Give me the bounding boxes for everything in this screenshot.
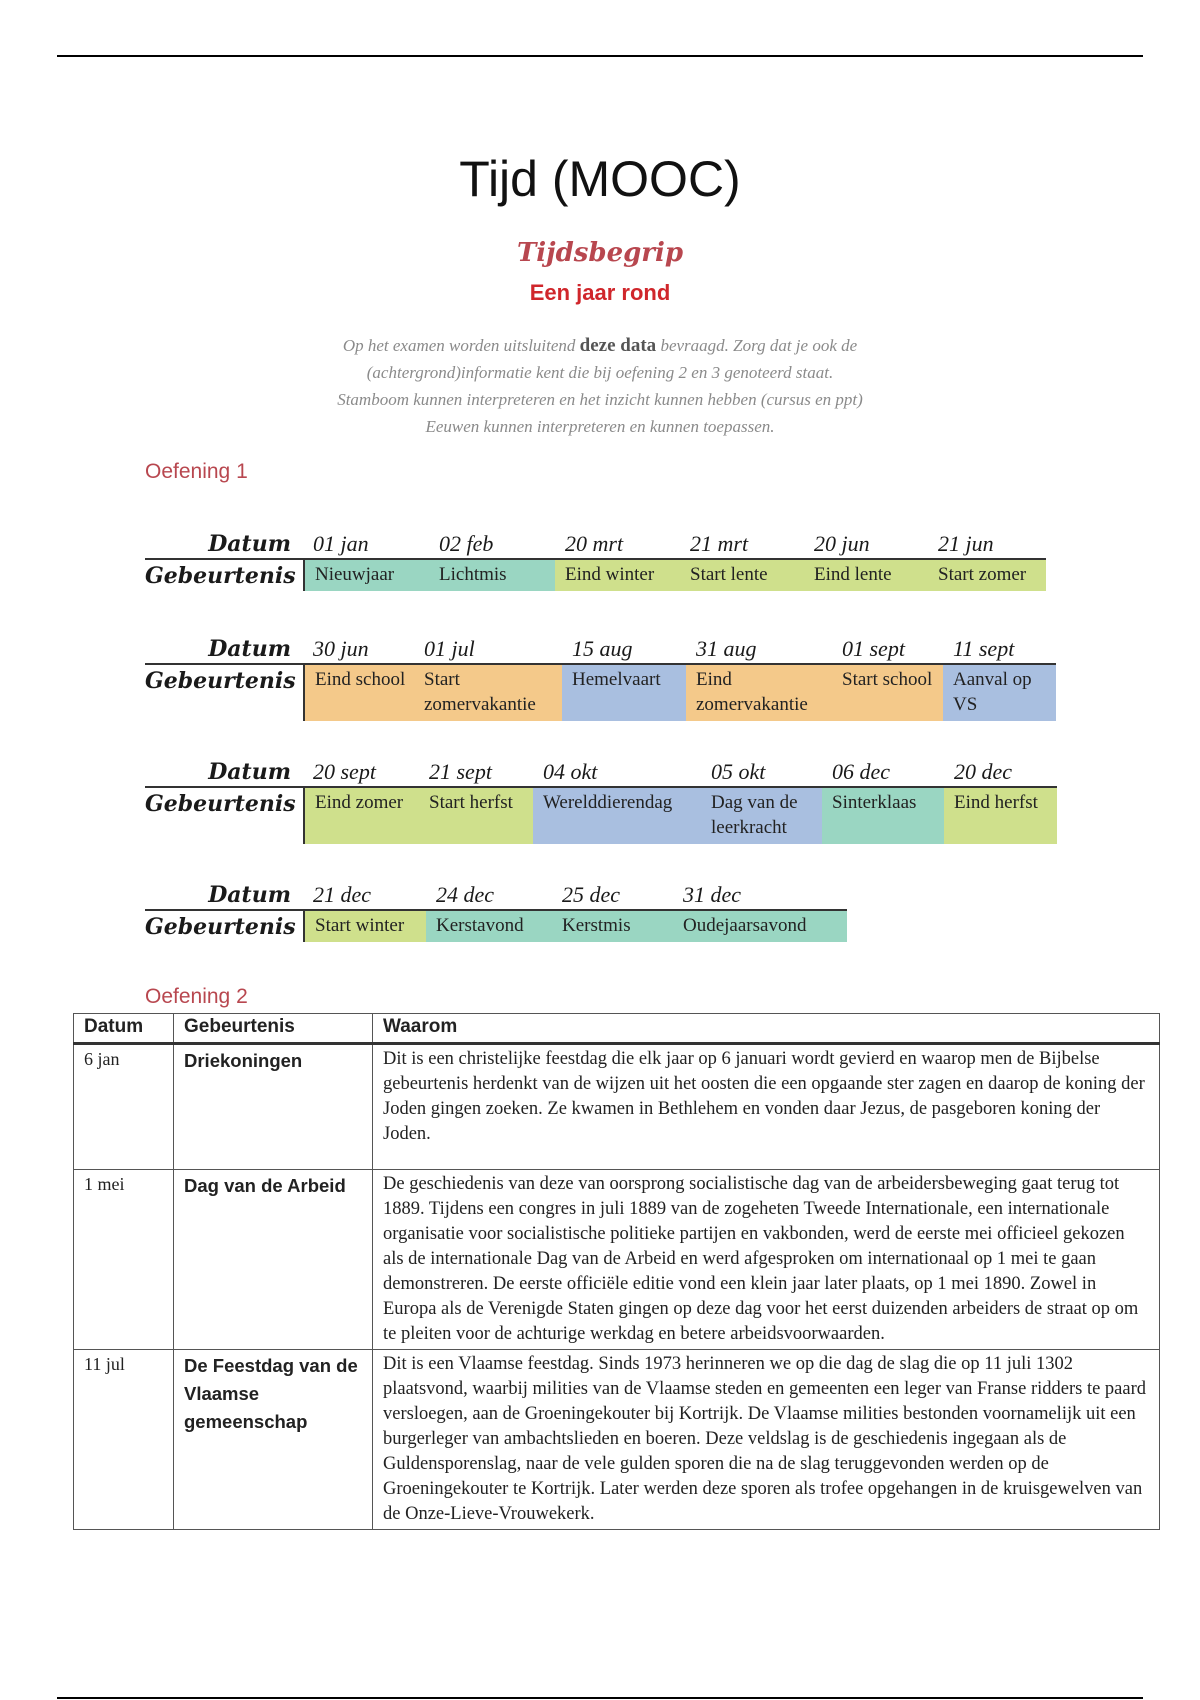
date-label: Datum xyxy=(208,636,291,662)
event-cell: Start zomervakantie xyxy=(414,663,562,721)
event-cell: Werelddierendag xyxy=(533,786,701,844)
date-cell: 21 mrt xyxy=(690,531,749,556)
top-rule xyxy=(57,55,1143,57)
subtitle: Tijdsbegrip xyxy=(516,238,684,268)
date-cell: 31 aug xyxy=(696,636,757,661)
event-cell: Eind lente xyxy=(804,558,928,591)
event-cell: Eind winter xyxy=(555,558,680,591)
row-why: De geschiedenis van deze van oorsprong socialistische dag van de arbeidersbeweging gaat terug tot 1889. Tijdens een congres in juli 1889 van de zogeheten Tweede Internationale, een internationale organisatie voor socialistische politieke partijen en vakbonden, werd de eerste mei officieel gekozen als de internationale Dag van de Arbeid en werd afgesproken om internationaal op 1 mei te gaan demonstreren. De eerste officiële editie vond een klein jaar later plaats, op 1 mei 1890. Zowel in Europa als de Verenigde Staten gingen op deze dag voor het eerst duizenden arbeiders de straat op om te pleiten voor de achturige werkdag en betere arbeidsvoorwaarden. xyxy=(373,1170,1160,1350)
event-cell: Sinterklaas xyxy=(822,786,944,844)
event-cell: Kerstavond xyxy=(426,909,552,942)
date-cell: 02 feb xyxy=(439,531,494,556)
exercise-2-table xyxy=(73,1013,1160,1530)
date-label: Datum xyxy=(208,882,291,908)
event-cell: Lichtmis xyxy=(429,558,555,591)
table-row xyxy=(74,1170,1160,1350)
event-cell: Eind school xyxy=(303,663,414,721)
date-cell: 21 jun xyxy=(938,531,994,556)
date-cell: 21 sept xyxy=(429,759,492,784)
table-header-row xyxy=(74,1014,1160,1044)
date-cell: 20 mrt xyxy=(565,531,624,556)
exercise-1-heading: Oefening 1 xyxy=(145,460,248,483)
date-cell: 21 dec xyxy=(313,882,372,907)
date-cell: 20 jun xyxy=(814,531,870,556)
event-cell: Eind zomervakantie xyxy=(686,663,832,721)
date-label: Datum xyxy=(208,531,291,557)
intro-line-2: (achtergrond)informatie kent die bij oefening 2 en 3 genoteerd staat. xyxy=(366,363,834,382)
intro-text xyxy=(250,332,950,440)
table-row xyxy=(74,1350,1160,1530)
date-cell: 04 okt xyxy=(543,759,598,784)
event-label: Gebeurtenis xyxy=(145,909,303,942)
row-event: Driekoningen xyxy=(174,1044,373,1170)
date-cell: 30 jun xyxy=(313,636,369,661)
event-cell: Start herfst xyxy=(419,786,533,844)
event-label: Gebeurtenis xyxy=(145,786,303,844)
event-cell: Start winter xyxy=(303,909,426,942)
date-cell: 24 dec xyxy=(436,882,495,907)
date-cell: 20 dec xyxy=(954,759,1013,784)
timeline-block-3 xyxy=(145,752,1057,844)
row-date: 1 mei xyxy=(74,1170,174,1350)
event-cell: Eind zomer xyxy=(303,786,419,844)
page-title: Tijd (MOOC) xyxy=(459,151,741,207)
event-cell: Dag van de leerkracht xyxy=(701,786,822,844)
bottom-rule xyxy=(57,1697,1143,1699)
timeline-block-1 xyxy=(145,524,1046,591)
date-cell: 01 jan xyxy=(313,531,369,556)
date-cell: 15 aug xyxy=(572,636,633,661)
intro-line-4: Eeuwen kunnen interpreteren en kunnen toepassen. xyxy=(425,417,775,436)
date-cell: 06 dec xyxy=(832,759,891,784)
column-header-why: Waarom xyxy=(373,1014,1160,1044)
date-label: Datum xyxy=(208,759,291,785)
intro-line-1: Op het examen worden uitsluitend deze data bevraagd. Zorg dat je ook de xyxy=(342,335,858,356)
intro-line-3: Stamboom kunnen interpreteren en het inzicht kunnen hebben (cursus en ppt) xyxy=(337,390,863,409)
row-date: 6 jan xyxy=(74,1044,174,1170)
row-event: Dag van de Arbeid xyxy=(174,1170,373,1350)
section-title: Een jaar rond xyxy=(529,280,671,305)
date-cell: 01 jul xyxy=(424,636,475,661)
event-cell: Start lente xyxy=(680,558,804,591)
event-cell: Nieuwjaar xyxy=(303,558,429,591)
event-label: Gebeurtenis xyxy=(145,663,303,721)
event-label: Gebeurtenis xyxy=(145,558,303,591)
timeline-block-4 xyxy=(145,875,847,942)
row-date: 11 jul xyxy=(74,1350,174,1530)
event-cell: Start zomer xyxy=(928,558,1046,591)
date-cell: 05 okt xyxy=(711,759,766,784)
event-cell: Kerstmis xyxy=(552,909,673,942)
row-why: Dit is een christelijke feestdag die elk jaar op 6 januari wordt gevierd en waarop men de Bijbelse gebeurtenis herdenkt van de wijzen uit het oosten die een opgaande ster zagen en daarop de koning der Joden gingen zoeken. Ze kwamen in Bethlehem en vonden daar Jezus, de pasgeboren koning der Joden. xyxy=(373,1044,1160,1170)
exercise-2-heading: Oefening 2 xyxy=(145,985,248,1008)
date-cell: 31 dec xyxy=(683,882,742,907)
date-cell: 01 sept xyxy=(842,636,905,661)
event-cell: Oudejaarsavond xyxy=(673,909,847,942)
event-cell: Aanval op VS xyxy=(943,663,1056,721)
column-header-event: Gebeurtenis xyxy=(174,1014,373,1044)
timeline-block-2 xyxy=(145,629,1056,721)
date-cell: 20 sept xyxy=(313,759,376,784)
row-why: Dit is een Vlaamse feestdag. Sinds 1973 herinneren we op die dag de slag die op 11 juli 1302 plaatsvond, waarbij milities van de Vlaamse steden en gemeenten een leger van Franse ridders te paard versloegen, aan de Groeningekouter bij Kortrijk. De Vlaamse milities bestonden voornamelijk uit een burgerleger van ambachtslieden en boeren. Deze veldslag is de geschiedenis ingegaan als de Guldensporenslag, naar de vele gulden sporen die na de slag teruggevonden werden op de Groeningekouter te Kortrijk. Later werden deze sporen als trofee opgehangen in de kruisgewelven van de Onze-Lieve-Vrouwekerk. xyxy=(373,1350,1160,1530)
date-cell: 11 sept xyxy=(953,636,1015,661)
table-row xyxy=(74,1044,1160,1170)
column-header-date: Datum xyxy=(74,1014,174,1044)
row-event: De Feestdag van de Vlaamse gemeenschap xyxy=(174,1350,373,1530)
date-cell: 25 dec xyxy=(562,882,621,907)
event-cell: Start school xyxy=(832,663,943,721)
event-cell: Eind herfst xyxy=(944,786,1057,844)
event-cell: Hemelvaart xyxy=(562,663,686,721)
